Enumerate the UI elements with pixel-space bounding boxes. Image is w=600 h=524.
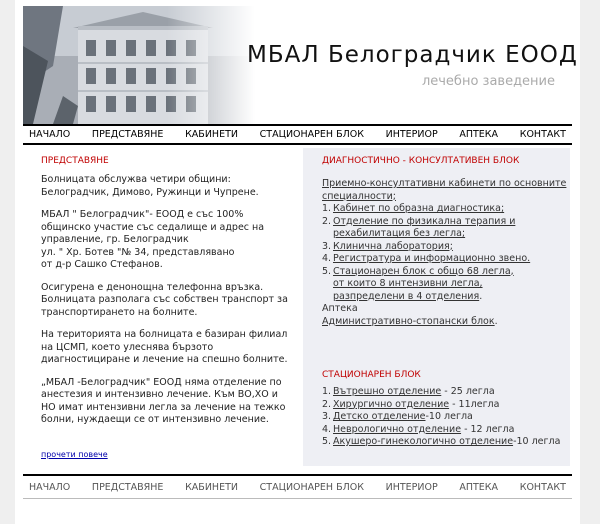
page [15,0,580,524]
footer-nav-inpatient[interactable]: СТАЦИОНАРЕН БЛОК [259,481,364,493]
paragraph-municipalities: Болницата обслужва четири общини: Белоградчик, Димово, Ружинци и Чупрене. [41,174,259,198]
site-title: МБАЛ Белоградчик ЕООД [247,42,578,68]
footer-nav-contact[interactable]: КОНТАКТ [519,481,566,493]
diagnostic-list [322,178,567,328]
dept-link[interactable]: Акушеро-гинекологично отделение [333,436,514,447]
paragraph-transport: Осигурена е денонощна телефонна връзка. Болницата разполага със собствен транспорт за транспортирането на болните. [41,281,288,318]
admin-link[interactable]: Административно-стопански блок [322,315,495,327]
diag-item: 4. Регистратура и информационно звено. [322,253,531,264]
dept-item: 3. Детско отделение-10 легла [322,411,473,422]
site-subtitle: лечебно заведение [421,74,555,89]
diag-item-link[interactable]: Отделение по физикална терапия и рехабилитация без легла; [333,215,516,239]
diag-item-link[interactable]: Клинична лаборатория; [333,240,453,252]
nav-contact[interactable]: КОНТАКТ [519,128,566,140]
presentation-text [41,174,289,437]
presentation-heading: ПРЕДСТАВЯНЕ [41,156,109,166]
diag-intro-link[interactable]: Приемно-консултативни кабинети по основните специалности; [322,178,567,202]
dept-link[interactable]: Неврологично отделение [333,423,462,435]
diag-item-link[interactable]: Стационарен блок с общо 68 легла, [333,265,514,277]
diag-item: 3. Клинична лаборатория; [322,240,453,252]
diag-item-5-line3: разпределени в 4 отделения. [333,290,483,302]
dept-link[interactable]: Хирургично отделение [333,398,450,410]
footer-nav-home[interactable]: НАЧАЛО [29,481,71,493]
diag-item-link[interactable]: Кабинет по образна диагностика; [333,203,505,214]
footer-top-divider [23,474,572,476]
paragraph-ownership [41,209,289,272]
diag-item-link[interactable]: Регистратура и информационно звено. [333,253,531,264]
admin-item: Административно-стопански блок. [322,315,498,327]
hospital-building-photo [23,6,255,124]
ownership-line-a: МБАЛ " Белоградчик"- ЕООД е със 100% общинско участие със седалище и адрес на управление, гр. Белоградчик [41,209,265,245]
footer-nav-pharmacy[interactable]: АПТЕКА [459,481,499,493]
nav-cabinets[interactable]: КАБИНЕТИ [185,128,238,140]
dept-item: 5. Акушеро-гинекологично отделение-10 легла [322,436,561,447]
dept-item: 1. Вътрешно отделение - 25 легла [322,386,495,397]
footer-nav [23,478,572,496]
inpatient-list [322,386,567,449]
nav-bottom-divider [23,143,572,145]
ownership-line-c: от д-р Сашко Стефанов. [41,259,163,270]
paragraph-emergency: На територията на болницата е базиран филиал на ЦСМП, което улеснява бързото диагностициране и лечение на спешно болните. [41,329,288,365]
footer-bottom-divider [23,498,572,499]
dept-item: 4. Неврологично отделение - 12 легла [322,423,515,435]
nav-pharmacy[interactable]: АПТЕКА [459,128,499,140]
nav-interior[interactable]: ИНТЕРИОР [385,128,438,140]
right-panel [303,148,570,466]
dept-item: 2. Хирургично отделение - 11легла [322,398,500,410]
dept-link[interactable]: Детско отделение [333,411,426,422]
paragraph-intensive: „МБАЛ -Белоградчик" ЕООД няма отделение по анестезия и интензивно лечение. Към ВО,ХО и НО имат интензивни легла за лечение на тежко болни, нуждаещи се от интензивно лечение. [41,376,286,425]
main-nav [23,125,572,143]
inpatient-heading: СТАЦИОНАРЕН БЛОК [322,370,421,380]
diagnostic-heading: ДИАГНОСТИЧНО - КОНСУЛТАТИВЕН БЛОК [322,156,520,166]
ownership-line-b: ул. " Хр. Ботев "№ 34, представлявано [41,246,235,258]
pharmacy-item: Аптека [322,303,358,314]
diag-item-5-line2: от които 8 интензивни легла, [333,278,483,289]
nav-inpatient[interactable]: СТАЦИОНАРЕН БЛОК [259,128,364,140]
diag-item: 1. Кабинет по образна диагностика; [322,203,505,214]
nav-home[interactable]: НАЧАЛО [29,128,71,140]
nav-presentation[interactable]: ПРЕДСТАВЯНЕ [91,128,164,140]
footer-nav-presentation[interactable]: ПРЕДСТАВЯНЕ [91,481,164,493]
footer-nav-cabinets[interactable]: КАБИНЕТИ [185,481,238,493]
diag-item: 5. Стационарен блок с общо 68 легла, [322,265,514,277]
read-more-link[interactable]: прочети повече [41,450,108,459]
footer-nav-interior[interactable]: ИНТЕРИОР [385,481,438,493]
diag-item: 2. Отделение по физикална терапия и рехабилитация без легла; [322,216,567,241]
dept-link[interactable]: Вътрешно отделение [333,386,442,397]
